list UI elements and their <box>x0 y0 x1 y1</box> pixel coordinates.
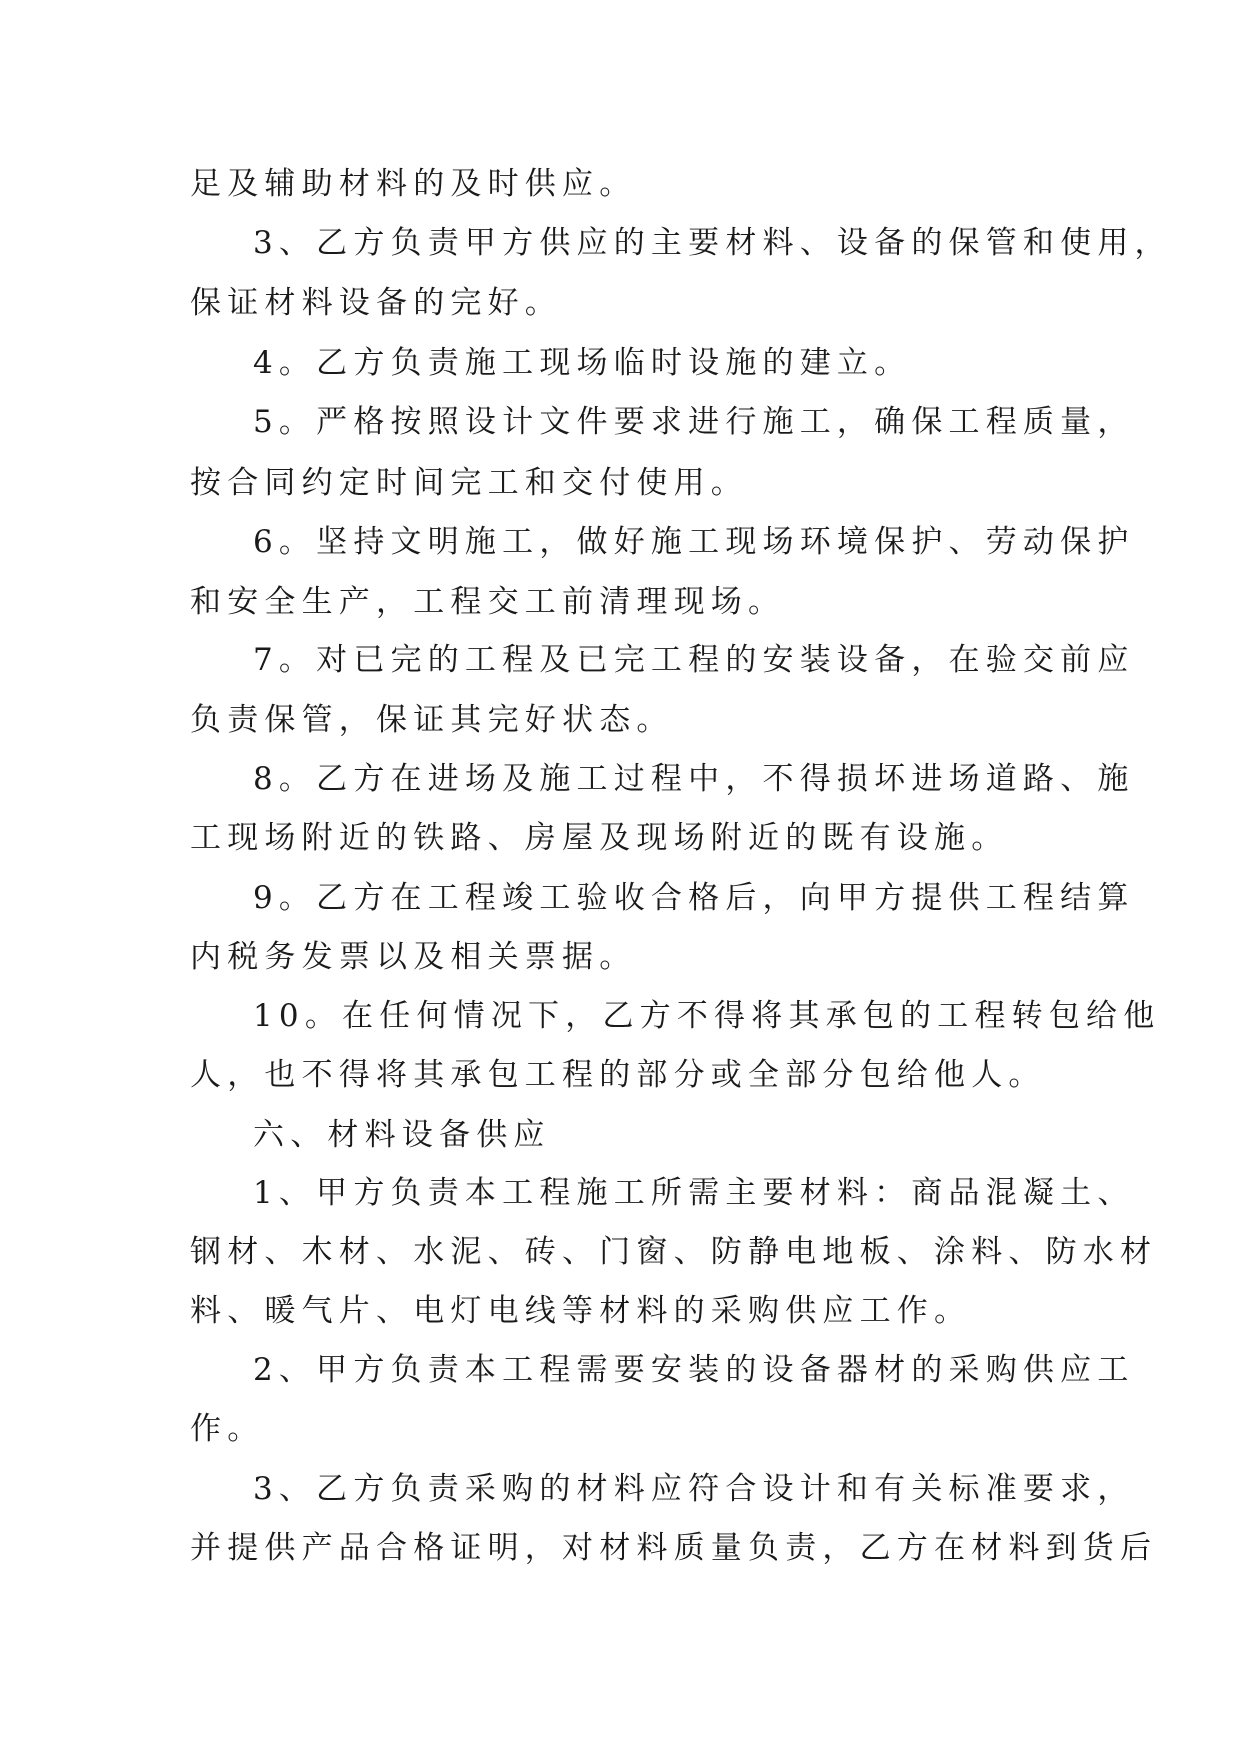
text-line: 2、甲方负责本工程需要安装的设备器材的采购供应工 <box>253 1352 1135 1388</box>
text-line: 4。乙方负责施工现场临时设施的建立。 <box>253 345 912 381</box>
section-heading: 六、材料设备供应 <box>253 1117 551 1153</box>
text-line: 7。对已完的工程及已完工程的安装设备，在验交前应 <box>253 642 1135 678</box>
text-line: 8。乙方在进场及施工过程中，不得损坏进场道路、施 <box>253 761 1135 797</box>
text-line: 按合同约定时间完工和交付使用。 <box>190 465 748 501</box>
text-line: 作。 <box>190 1411 265 1447</box>
text-line: 工现场附近的铁路、房屋及现场附近的既有设施。 <box>190 820 1009 856</box>
text-line: 5。严格按照设计文件要求进行施工，确保工程质量， <box>253 404 1135 440</box>
text-line: 负责保管，保证其完好状态。 <box>190 702 674 738</box>
text-line: 3、乙方负责采购的材料应符合设计和有关标准要求， <box>253 1471 1135 1507</box>
text-line: 6。坚持文明施工，做好施工现场环境保护、劳动保护 <box>253 524 1135 560</box>
text-line: 并提供产品合格证明，对材料质量负责，乙方在材料到货后 <box>190 1530 1158 1566</box>
text-line: 人，也不得将其承包工程的部分或全部分包给他人。 <box>190 1057 1046 1093</box>
text-line: 和安全生产，工程交工前清理现场。 <box>190 584 786 620</box>
text-line: 足及辅助材料的及时供应。 <box>190 166 637 202</box>
text-line: 钢材、木材、水泥、砖、门窗、防静电地板、涂料、防水材 <box>190 1234 1158 1270</box>
text-line: 保证材料设备的完好。 <box>190 285 562 321</box>
text-line: 3、乙方负责甲方供应的主要材料、设备的保管和使用， <box>253 225 1172 261</box>
text-line: 料、暖气片、电灯电线等材料的采购供应工作。 <box>190 1293 972 1329</box>
text-line: 1、甲方负责本工程施工所需主要材料：商品混凝土、 <box>253 1175 1135 1211</box>
text-line: 内税务发票以及相关票据。 <box>190 939 637 975</box>
text-line: 9。乙方在工程竣工验收合格后，向甲方提供工程结算 <box>253 880 1135 916</box>
text-line: 10。在任何情况下，乙方不得将其承包的工程转包给他 <box>253 998 1161 1034</box>
